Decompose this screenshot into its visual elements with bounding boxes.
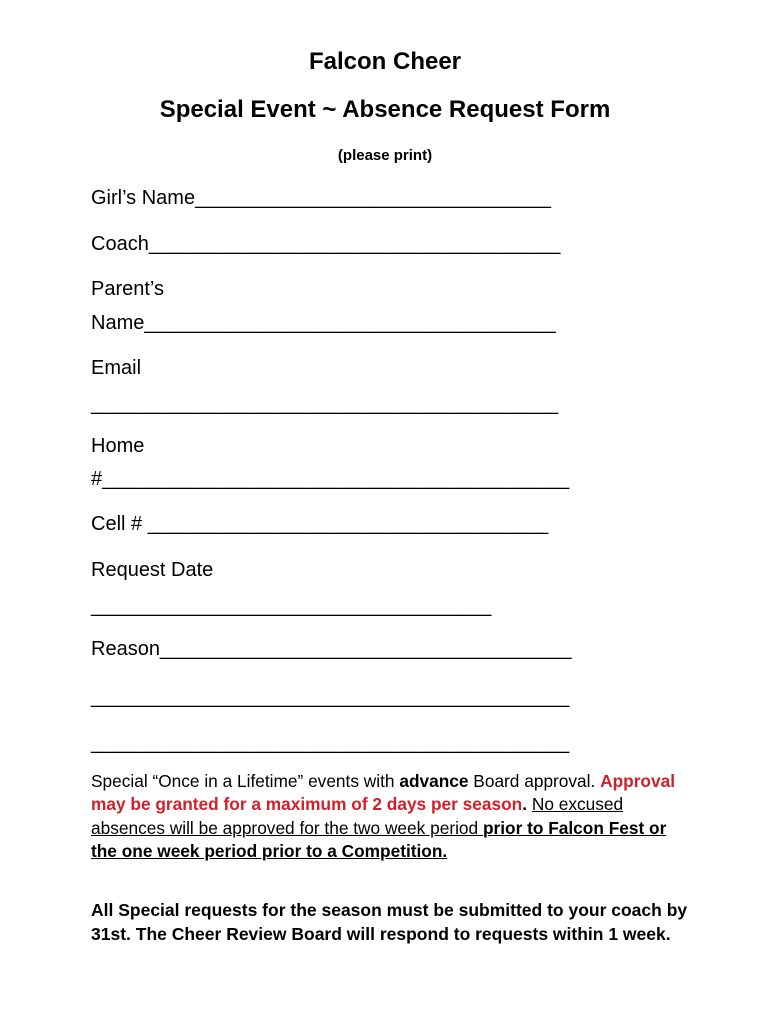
policy-period: . [522, 794, 528, 815]
print-instruction: (please print) [337, 147, 433, 164]
request-date-field[interactable]: ____________________________________ [91, 595, 492, 617]
request-date-label: Request Date [91, 559, 214, 581]
reason-continuation-1[interactable]: ___________________________________________ [91, 686, 570, 708]
email-label: Email [91, 357, 142, 379]
girls-name-field[interactable]: Girl’s Name________________________________ [91, 187, 552, 209]
parents-name-field[interactable]: Name_____________________________________ [91, 312, 556, 334]
coach-field[interactable]: Coach_____________________________________ [91, 233, 561, 255]
parents-name-label: Parent’s [91, 278, 165, 300]
policy-text-2: Board approval. [468, 771, 601, 791]
reason-continuation-2[interactable]: ___________________________________________ [91, 732, 570, 754]
reason-field[interactable]: Reason_____________________________________ [91, 638, 572, 660]
policy-text-1: Special “Once in a Lifetime” events with [91, 771, 400, 791]
cell-phone-field[interactable]: Cell # ____________________________________ [91, 513, 549, 535]
form-subtitle: Special Event ~ Absence Request Form [159, 96, 611, 123]
policy-paragraph [91, 770, 691, 863]
submission-note: All Special requests for the season must be submitted to your coach by 31st. The Cheer Review Board will respond to requests within 1 week. [91, 900, 688, 944]
policy-exclusion: No excused absences will be approved for the two week period [91, 794, 624, 838]
form-title: Falcon Cheer [308, 48, 462, 75]
policy-approval-limit: Approval may be granted for a maximum of 2 days per season [91, 771, 676, 815]
policy-advance: advance [399, 771, 469, 791]
home-phone-field[interactable]: #__________________________________________ [91, 468, 570, 490]
home-phone-label: Home [91, 435, 145, 457]
policy-exclusion-bold: prior to Falcon Fest or the one week period prior to a Competition. [91, 817, 667, 861]
email-field[interactable]: __________________________________________ [91, 393, 559, 415]
